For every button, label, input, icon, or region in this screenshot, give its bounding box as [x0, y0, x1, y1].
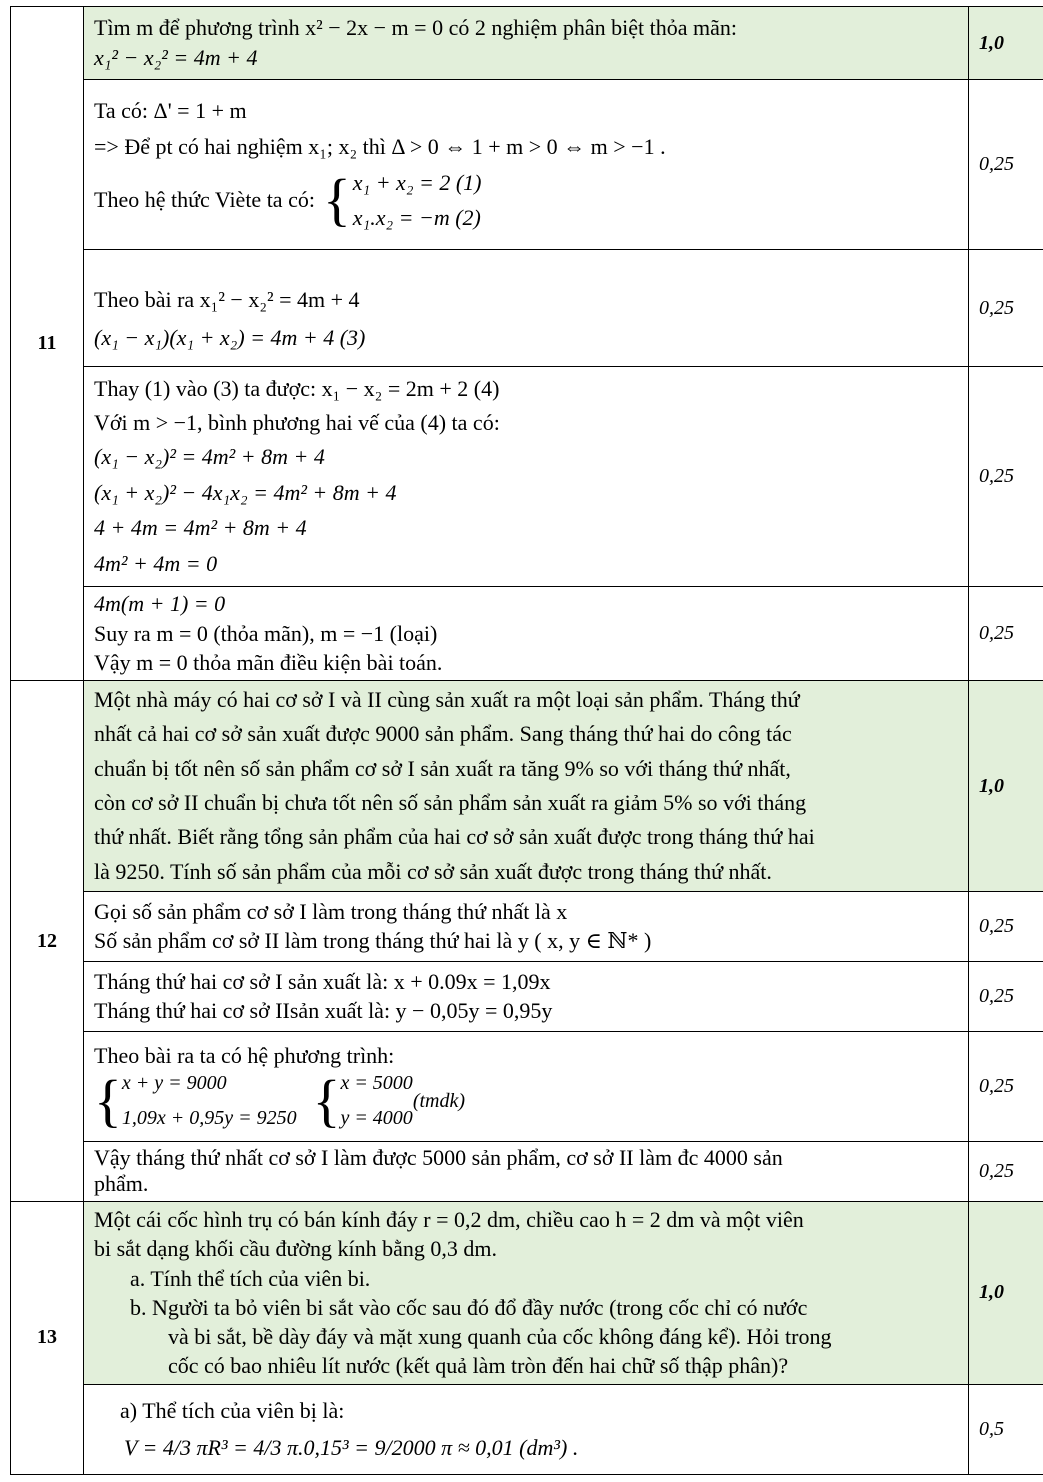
table-row [11, 7, 1043, 80]
table-row [11, 1031, 1043, 1141]
score: 0,5 [969, 1384, 1043, 1474]
table-row [11, 1384, 1043, 1474]
answer-step: Ta có: Δ' = 1 + m => Để pt có hai nghiệm x₁; x₂ thì Δ > 0 ⇔ 1 + m > 0 ⇔ m > −1 . Theo hệ thức Viète ta có: { x₁ + x₂ = 2 (1) x₁.x₂ = −m (2) [84, 80, 969, 250]
answer-step: a) Thể tích của viên bị là: V = 4/3 πR³ = 4/3 π.0,15³ = 9/2000 π ≈ 0,01 (dm³) . [84, 1384, 969, 1474]
question-number: 12 [11, 681, 84, 1202]
table-row [11, 80, 1043, 250]
table-row [11, 1141, 1043, 1201]
score: 0,25 [969, 961, 1043, 1031]
table-row [11, 961, 1043, 1031]
score: 0,25 [969, 80, 1043, 250]
score: 0,25 [969, 250, 1043, 367]
answer-step: Vậy tháng thứ nhất cơ sở I làm được 5000 sản phẩm, cơ sở II làm đc 4000 sản phẩm. [84, 1141, 969, 1201]
answer-table [10, 6, 1043, 1475]
table-row [11, 1201, 1043, 1384]
answer-step: Thay (1) vào (3) ta được: x₁ − x₂ = 2m + 2 (4) Với m > −1, bình phương hai vế của (4) ta có: (x₁ − x₂)² = 4m² + 8m + 4 (x₁ + x₂)² − 4x₁x₂ = 4m² + 8m + 4 4 + 4m = 4m² + 8m + 4 4m² + 4m = 0 [84, 367, 969, 587]
score: 0,25 [969, 1031, 1043, 1141]
question-text: Một cái cốc hình trụ có bán kính đáy r = 0,2 dm, chiều cao h = 2 dm và một viên bi sắt dạng khối cầu đường kính bằng 0,3 dm. a. Tính thể tích của viên bi. b. Người ta bỏ viên bi sắt vào cốc sau đó đổ đầy nước (trong cốc chỉ có nước và bi sắt, bề dày đáy và mặt xung quanh của cốc không đáng kể). Hỏi trong cốc có bao nhiêu lít nước (kết quả làm tròn đến hai chữ số thập phân)? [84, 1201, 969, 1384]
question-text: Một nhà máy có hai cơ sở I và II cùng sản xuất ra một loại sản phẩm. Tháng thứ nhất cả hai cơ sở sản xuất được 9000 sản phẩm. Sang tháng thứ hai do công tác chuẩn bị tốt nên số sản phẩm cơ sở I sản xuất ra tăng 9% so với tháng thứ nhất, còn cơ sở II chuẩn bị chưa tốt nên số sản phẩm sản xuất ra giảm 5% so với tháng thứ nhất. Biết rằng tổng sản phẩm của hai cơ sở sản xuất được trong tháng thứ hai là 9250. Tính số sản phẩm của mỗi cơ sở sản xuất được trong tháng thứ nhất. [84, 681, 969, 892]
answer-step: Gọi số sản phẩm cơ sở I làm trong tháng thứ nhất là x Số sản phẩm cơ sở II làm trong tháng thứ hai là y ( x, y ∈ ℕ* ) [84, 891, 969, 961]
answer-step: 4m(m + 1) = 0 Suy ra m = 0 (thỏa mãn), m = −1 (loại) Vậy m = 0 thỏa mãn điều kiện bài toán. [84, 587, 969, 681]
question-text: Tìm m để phương trình x² − 2x − m = 0 có 2 nghiệm phân biệt thỏa mãn: x₁² − x₂² = 4m + 4 [84, 7, 969, 80]
score: 0,25 [969, 587, 1043, 681]
answer-step: Theo bài ra x₁² − x₂² = 4m + 4 (x₁ − x₁)(x₁ + x₂) = 4m + 4 (3) [84, 250, 969, 367]
brace: { [322, 167, 351, 233]
brace: { [94, 1068, 122, 1134]
table-row [11, 250, 1043, 367]
score: 1,0 [969, 681, 1043, 892]
table-row [11, 681, 1043, 892]
answer-step: Tháng thứ hai cơ sở I sản xuất là: x + 0.09x = 1,09x Tháng thứ hai cơ sở IIsản xuất là: y − 0,05y = 0,95y [84, 961, 969, 1031]
score: 0,25 [969, 367, 1043, 587]
table-row [11, 367, 1043, 587]
score: 1,0 [969, 1201, 1043, 1384]
score: 0,25 [969, 1141, 1043, 1201]
brace: { [312, 1068, 341, 1134]
equation-system: { x + y = 9000 1,09x + 0,95y = 9250 { x = 5000 y = 4000 (tmdk) [94, 1068, 466, 1134]
viete-system: Theo hệ thức Viète ta có: { x₁ + x₂ = 2 (1) x₁.x₂ = −m (2) [94, 167, 482, 233]
table-row [11, 587, 1043, 681]
score: 0,25 [969, 891, 1043, 961]
question-number: 11 [11, 7, 84, 681]
answer-step: Theo bài ra ta có hệ phương trình: { x + y = 9000 1,09x + 0,95y = 9250 { x = 5000 y = 4000 (tmdk) [84, 1031, 969, 1141]
score: 1,0 [969, 7, 1043, 80]
question-number: 13 [11, 1201, 84, 1474]
table-row [11, 891, 1043, 961]
